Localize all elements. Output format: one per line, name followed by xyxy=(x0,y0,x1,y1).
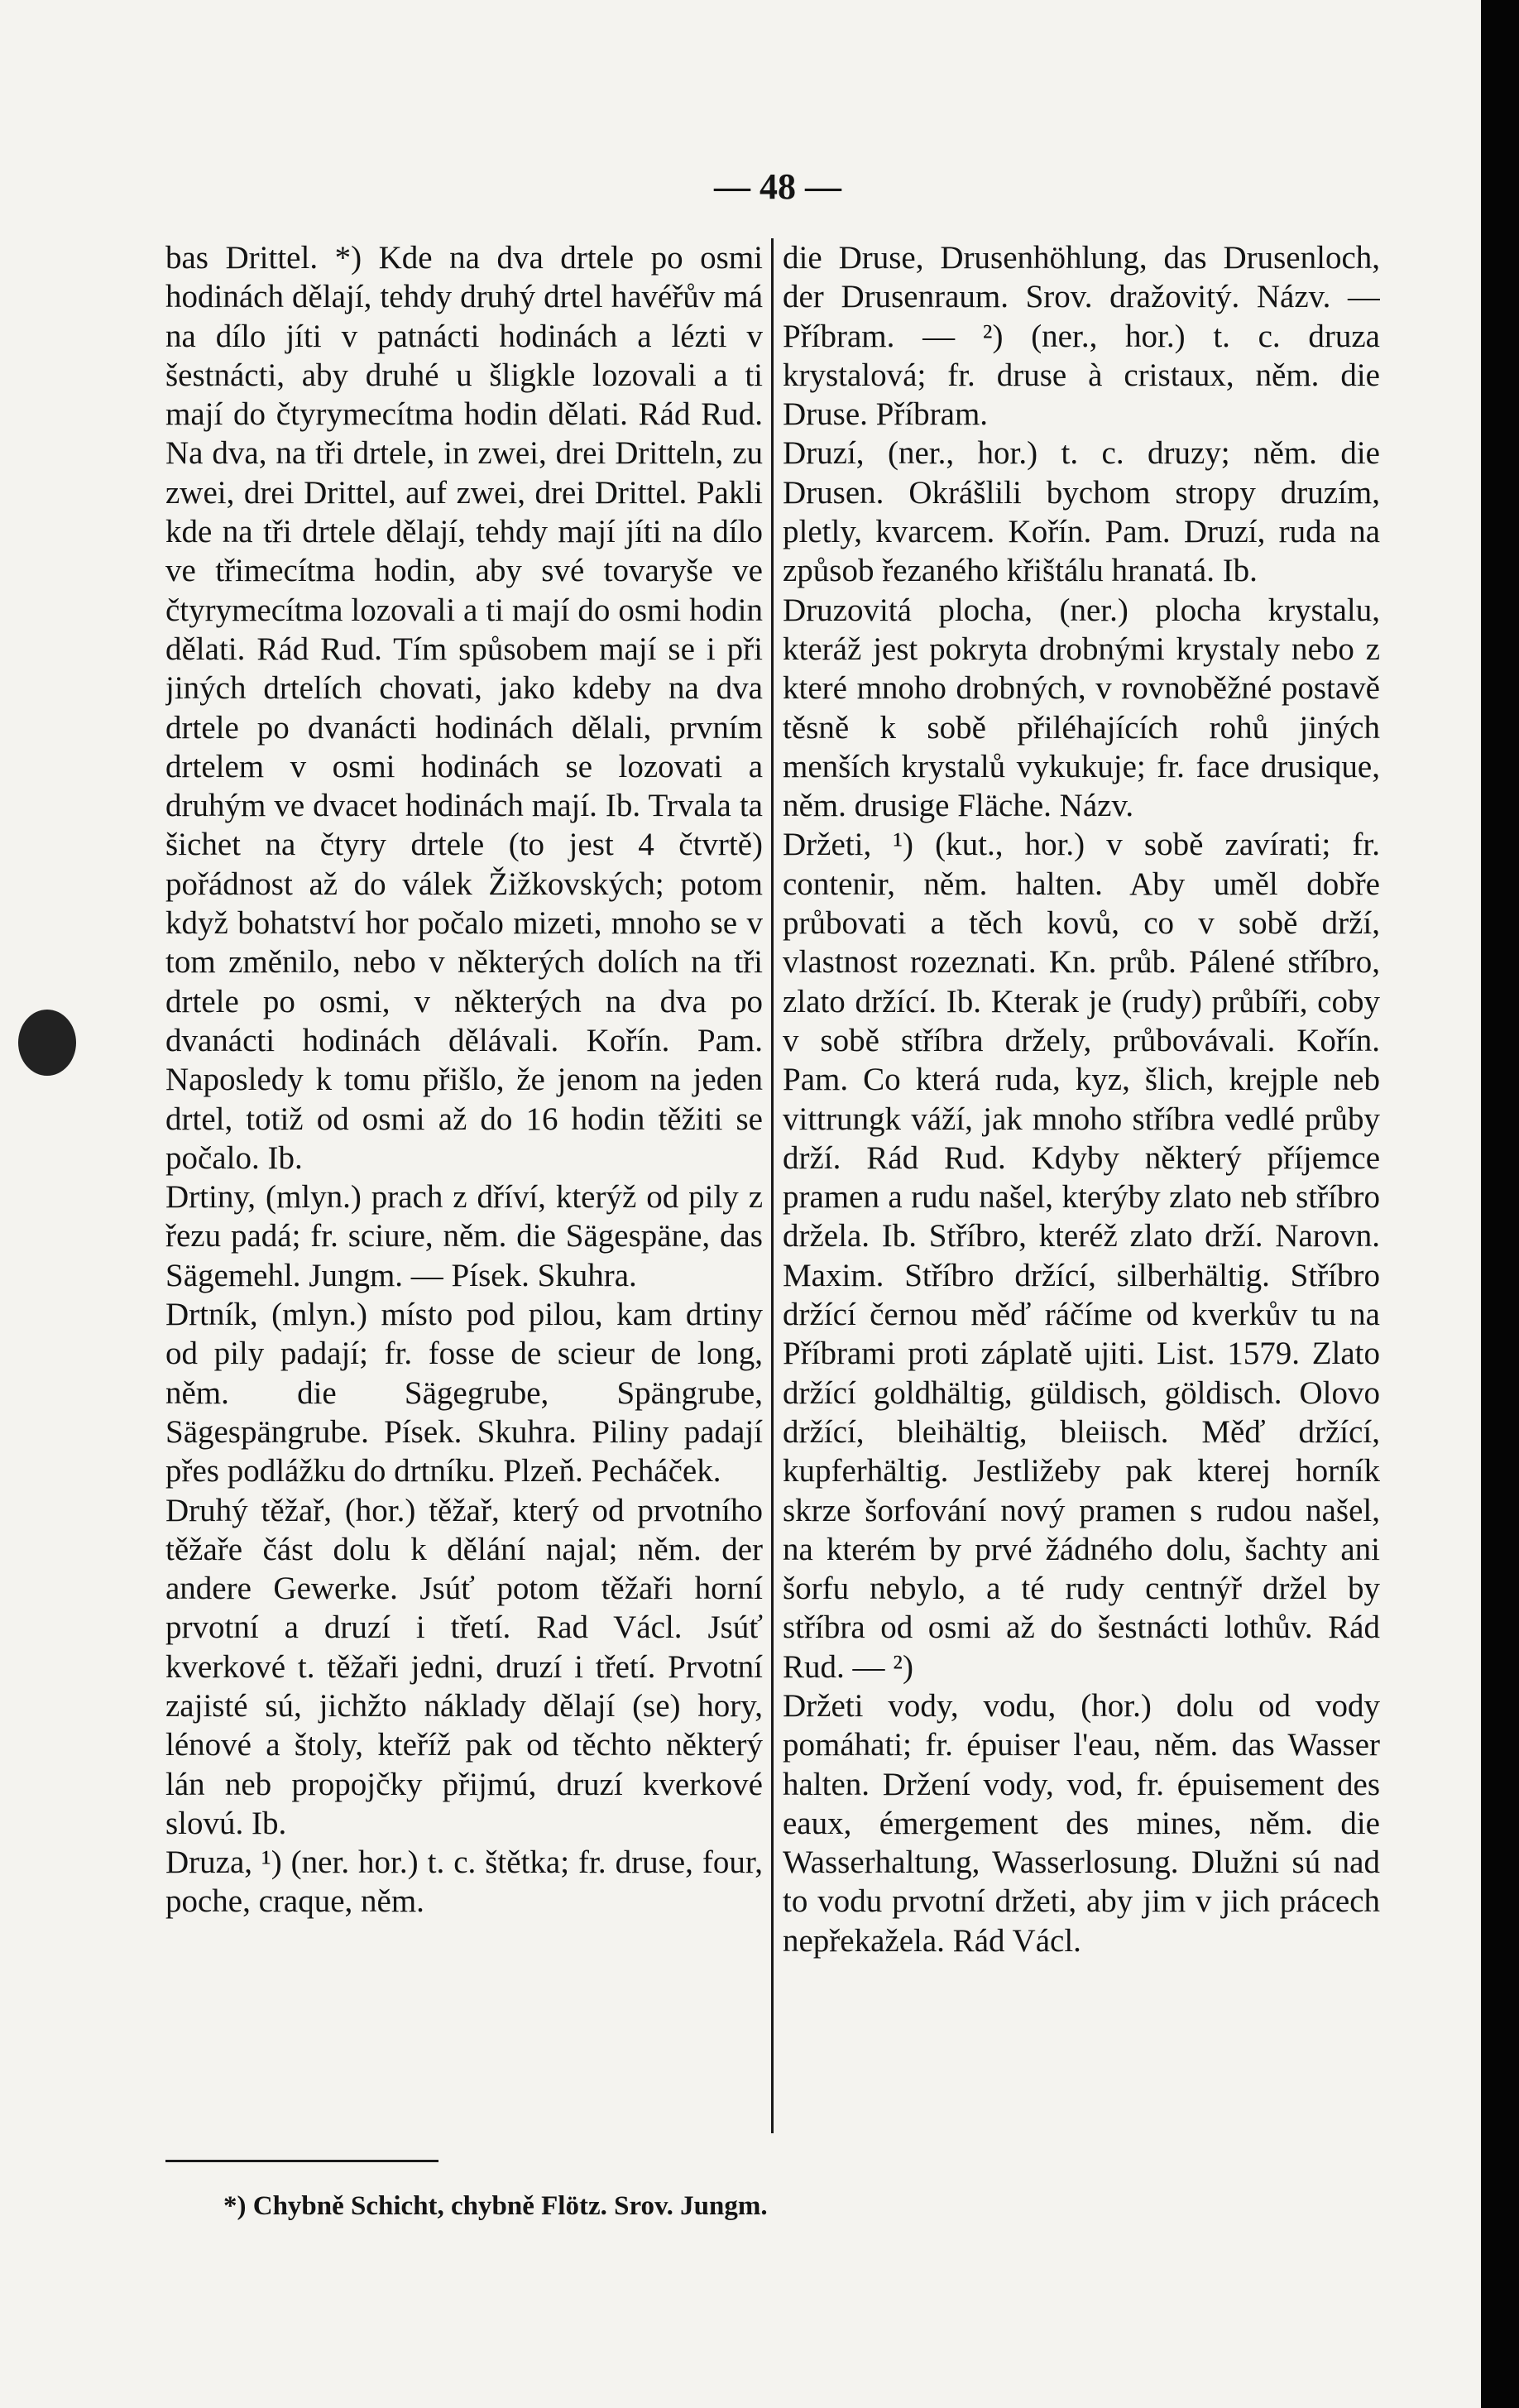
scan-border xyxy=(1481,0,1519,2408)
entry-drzeti: Držeti, ¹) (kut., hor.) v sobě zavírati; fr. contenir, něm. halten. Aby uměl dobře průbovati a těch kovů, co v sobě drží, vlastnost rozeznati. Kn. průb. Pálené stříbro, zlato držící. Ib. Kterak je (rudy) průbíři, coby v sobě stříbra držely, průbovávali. Kořín. Pam. Co která ruda, kyz, šlich, krejple neb vittrungk váží, jak mnoho stříbra vedlé průby drží. Rád Rud. Kdyby některý příjemce pramen a rudu našel, kterýby zlato neb stříbro držela. Ib. Stříbro, kteréž zlato drží. Narovn. Maxim. Stříbro držící, silberhältig. Stříbro držící černou měď ráčíme od kverkův tu na Příbrami proti záplatě ujiti. List. 1579. Zlato držící goldhältig, güldisch, göldisch. Olovo držící, bleihältig, bleiisch. Měď držící, kupferhältig. Jestližeby pak kterej horník skrze šorfování nový pramen s rudou našel, na kterém by prvé žádného dolu, šachty ani šorfu nebylo, a té rudy centnýř držel by stříbra od osmi až do šestnácti lothův. Rád Rud. — ²) xyxy=(783,827,1380,1685)
entry-druza: Druza, ¹) (ner. hor.) t. c. štětka; fr. druse, four, poche, craque, něm. xyxy=(165,1844,763,1920)
entry-drtnik: Drtník, (mlyn.) místo pod pilou, kam drtiny od pily padají; fr. fosse de scieur de long, něm. die Sägegrube, Spängrube, Sägespängrube. Písek. Skuhra. Piliny padají přes podlážku do drtníku. Plzeň. Pecháček. xyxy=(165,1297,763,1489)
column-divider xyxy=(771,238,774,2133)
page-number: — 48 — xyxy=(714,166,841,207)
entry-drtiny: Drtiny, (mlyn.) prach z dříví, kterýž od pily z řezu padá; fr. sciure, něm. die Sägespäne, das Sägemehl. Jungm. — Písek. Skuhra. xyxy=(165,1179,763,1293)
entry-druzovita-plocha: Druzovitá plocha, (ner.) plocha krystalu, kteráž jest pokryta drobnými krystaly nebo z které mnoho drobných, v rovnoběžné postavě těsně k sobě přiléhajících rohů jiných menších krystalů vykukuje; fr. face drusique, něm. drusige Fläche. Názv. xyxy=(783,592,1380,824)
footnote: *) Chybně Schicht, chybně Flötz. Srov. Jungm. xyxy=(223,2191,768,2221)
entry-drtel-continuation: bas Drittel. *) Kde na dva drtele po osmi hodinách dělají, tehdy druhý drtel havéřův má na dílo jíti v patnácti hodinách a lézti v šestnácti, aby druhé u šligkle lozovali a ti mají do čtyrymecítma hodin dělati. Rád Rud. Na dva, na tři drtele, in zwei, drei Dritteln, zu zwei, drei Drittel, auf zwei, drei Drittel. Pakli kde na tři drtele dělají, tehdy mají jíti na dílo ve třimecítma hodin, aby své tovaryše ve čtyrymecítma lozovali a ti mají do osmi hodin dělati. Rád Rud. Tím spůsobem mají se i při jiných drtelích chovati, jako kdeby na dva drtele po dvanácti hodinách dělali, prvním drtelem v osmi hodinách se lozovati a druhým ve dvacet hodinách mají. Ib. Trvala ta šichet na čtyry drtele (to jest 4 čtvrtě) pořádnost až do válek Žižkovských; potom když bohatství hor počalo mizeti, mnoho se v tom změnilo, nebo v některých dolích na tři drtele po osmi, v některých na dva po dvanácti hodinách dělávali. Kořín. Pam. Naposledy k tomu přišlo, že jenom na jeden drtel, totiž od osmi až do 16 hodin těžiti se počalo. Ib. xyxy=(165,240,763,1176)
entry-druzi: Druzí, (ner., hor.) t. c. druzy; něm. die Drusen. Okrášlili bychom stropy druzím, pletly, kvarcem. Kořín. Pam. Druzí, ruda na způsob řezaného křištálu hranatá. Ib. xyxy=(783,435,1380,589)
left-column xyxy=(165,238,763,2133)
entry-drzeti-vody: Držeti vody, vodu, (hor.) dolu od vody pomáhati; fr. épuiser l'eau, něm. das Wasser halten. Držení vody, vod, fr. épuisement des eaux, émergement des mines, něm. die Wasserhaltung, Wasserlosung. Dlužni sú nad to vodu prvotní držeti, aby jim v jich prácech nepřekažela. Rád Václ. xyxy=(783,1687,1380,1959)
binding-hole xyxy=(18,1010,76,1076)
right-column xyxy=(783,238,1380,2133)
footnote-rule xyxy=(165,2160,438,2162)
entry-druza-continuation: die Druse, Drusenhöhlung, das Drusenloch, der Drusenraum. Srov. dražovitý. Názv. — Příbram. — ²) (ner., hor.) t. c. druza krystalová; fr. druse à cristaux, něm. die Druse. Příbram. xyxy=(783,240,1380,433)
entry-druhy-tezar: Druhý těžař, (hor.) těžař, který od prvotního těžaře část dolu k dělání najal; něm. der andere Gewerke. Jsúť potom těžaři horní prvotní a druzí i třetí. Rad Václ. Jsúť kverkové t. těžaři jedni, druzí i třetí. Prvotní zajisté sú, jichžto náklady dělají (se) hory, lénové a štoly, kteříž pak od těchto některý lán neb propojčky přijmú, druzí kverkové slovú. Ib. xyxy=(165,1492,763,1841)
